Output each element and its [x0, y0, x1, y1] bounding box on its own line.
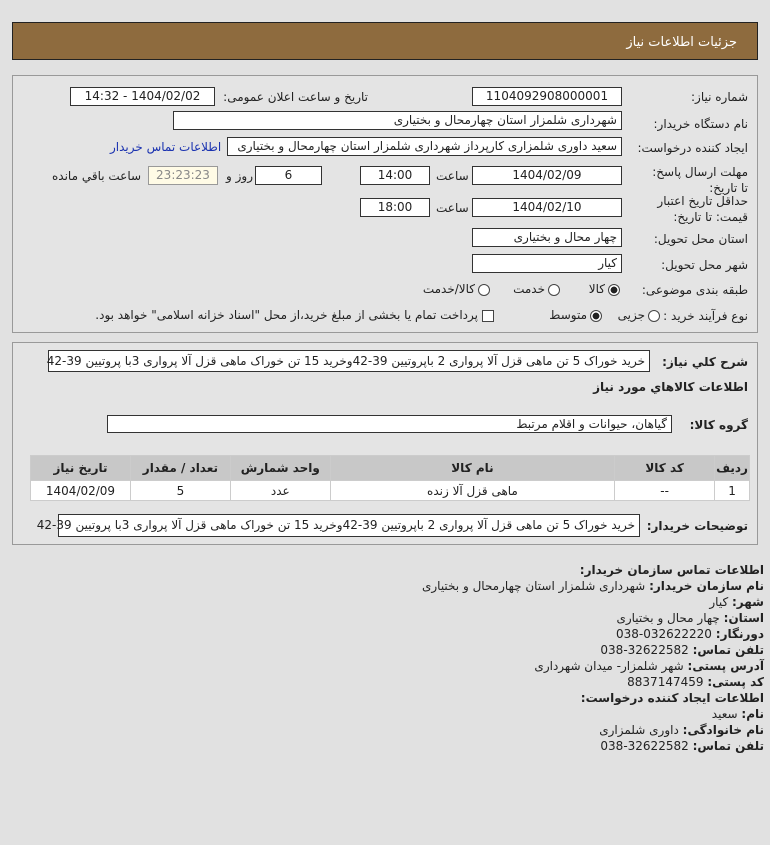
contact-title: اطلاعات تماس سازمان خریدار:: [579, 563, 764, 577]
goods-title: اطلاعات کالاهاي مورد نياز: [593, 380, 748, 394]
category-option-both[interactable]: کالا/خدمت: [423, 282, 490, 296]
buyer-desc-field[interactable]: خرید خوراک 5 تن ماهی قزل آلا پرواری 2 باپروتیین 39-42وخرید 15 تن خوراک ماهی قزل آلا پرواری 3با پروتیین 39-42: [58, 514, 640, 537]
radio-icon[interactable]: [548, 284, 560, 296]
summary-label: شرح کلي نیاز:: [662, 355, 748, 369]
checkbox-icon[interactable]: [482, 310, 494, 322]
radio-icon[interactable]: [478, 284, 490, 296]
radio-selected-icon[interactable]: [608, 284, 620, 296]
cell-row: 1: [715, 481, 750, 501]
province-label: استان محل تحویل:: [653, 232, 748, 246]
remaining-time-field: 23:23:23: [148, 166, 218, 185]
process-option-medium[interactable]: متوسط: [549, 308, 602, 322]
announce-field[interactable]: 1404/02/02 - 14:32: [70, 87, 215, 106]
creator-line: نام خانوادگی: داوری شلمزاری: [599, 723, 764, 737]
contact-line: آدرس پستی: شهر شلمزار- میدان شهرداری: [534, 659, 764, 673]
remaining-label: ساعت باقي مانده: [52, 169, 142, 183]
validity-label: حداقل تاریخ اعتبار قیمت: تا تاریخ:: [657, 194, 748, 224]
creator-field[interactable]: سعید داوری شلمزاری کارپرداز شهرداری شلمزار استان چهارمحال و بختیاری: [227, 137, 622, 156]
col-date: تاریخ نیاز: [31, 456, 131, 481]
col-unit: واحد شمارش: [230, 456, 330, 481]
col-code: کد کالا: [615, 456, 715, 481]
table-header-row: [31, 456, 750, 481]
table-row: [31, 481, 750, 501]
radio-selected-icon[interactable]: [590, 310, 602, 322]
buyer-org-label: نام دستگاه خریدار:: [653, 117, 748, 131]
announce-label: تاریخ و ساعت اعلان عمومی:: [223, 90, 368, 104]
category-option-service[interactable]: خدمت: [513, 282, 560, 296]
category-label: طبقه بندی موضوعی:: [641, 283, 748, 297]
category-option-goods[interactable]: کالا: [589, 282, 620, 296]
treasury-payment-checkbox[interactable]: پرداخت تمام یا بخشی از مبلغ خرید،از محل "اسناد خزانه اسلامی" خواهد بود.: [95, 308, 494, 322]
deadline-label: مهلت ارسال پاسخ: تا تاریخ:: [652, 165, 748, 195]
deadline-time-field[interactable]: 14:00: [360, 166, 430, 185]
deadline-date-field[interactable]: 1404/02/09: [472, 166, 622, 185]
cell-date: 1404/02/09: [31, 481, 131, 501]
province-field[interactable]: چهار محال و بختیاری: [472, 228, 622, 247]
goods-table: [30, 455, 750, 501]
validity-time-field[interactable]: 18:00: [360, 198, 430, 217]
validity-time-label: ساعت: [436, 201, 469, 215]
radio-icon[interactable]: [648, 310, 660, 322]
deadline-time-label: ساعت: [436, 169, 469, 183]
buyer-org-field[interactable]: شهرداری شلمزار استان چهارمحال و بختیاری: [173, 111, 622, 130]
contact-line: کد پستی: 8837147459: [627, 675, 764, 689]
process-option-minor[interactable]: جزیی: [618, 308, 660, 322]
contact-line: شهر: کیار: [709, 595, 764, 609]
contact-info: [384, 562, 764, 754]
creator-title: اطلاعات ایجاد کننده درخواست:: [580, 691, 764, 705]
contact-line: نام سازمان خریدار: شهرداری شلمزار استان چهارمحال و بختیاری: [421, 579, 764, 593]
col-name: نام کالا: [330, 456, 614, 481]
summary-field[interactable]: خرید خوراک 5 تن ماهی قزل آلا پرواری 2 باپروتیین 39-42وخرید 15 تن خوراک ماهی قزل آلا پرواری 3با پروتیین 39-42: [48, 350, 650, 372]
contact-line: استان: چهار محال و بختیاری: [616, 611, 764, 625]
cell-qty: 5: [130, 481, 230, 501]
creator-line: نام: سعید: [711, 707, 764, 721]
need-number-field[interactable]: 1104092908000001: [472, 87, 622, 106]
days-label: روز و: [226, 169, 253, 183]
buyer-desc-label: توضیحات خریدار:: [646, 519, 748, 533]
contact-line: تلفن تماس: 32622582-038: [600, 643, 764, 657]
creator-line: تلفن تماس: 32622582-038: [600, 739, 764, 753]
cell-name: ماهی قزل آلا زنده: [330, 481, 614, 501]
buyer-contact-link[interactable]: اطلاعات تماس خریدار: [110, 140, 222, 154]
city-label: شهر محل تحویل:: [661, 258, 748, 272]
process-label: نوع فرآیند خرید :: [663, 309, 748, 323]
group-field[interactable]: گیاهان، حیوانات و اقلام مرتبط: [107, 415, 672, 433]
creator-label: ایجاد کننده درخواست:: [637, 141, 748, 155]
group-label: گروه کالا:: [689, 418, 748, 432]
col-qty: تعداد / مقدار: [130, 456, 230, 481]
city-field[interactable]: کیار: [472, 254, 622, 273]
validity-date-field[interactable]: 1404/02/10: [472, 198, 622, 217]
cell-unit: عدد: [230, 481, 330, 501]
col-row: ردیف: [715, 456, 750, 481]
page-header: جزئیات اطلاعات نیاز: [12, 22, 758, 60]
days-field[interactable]: 6: [255, 166, 322, 185]
need-number-label: شماره نیاز:: [691, 90, 748, 104]
cell-code: --: [615, 481, 715, 501]
contact-line: دورنگار: 032622220-038: [615, 627, 764, 641]
